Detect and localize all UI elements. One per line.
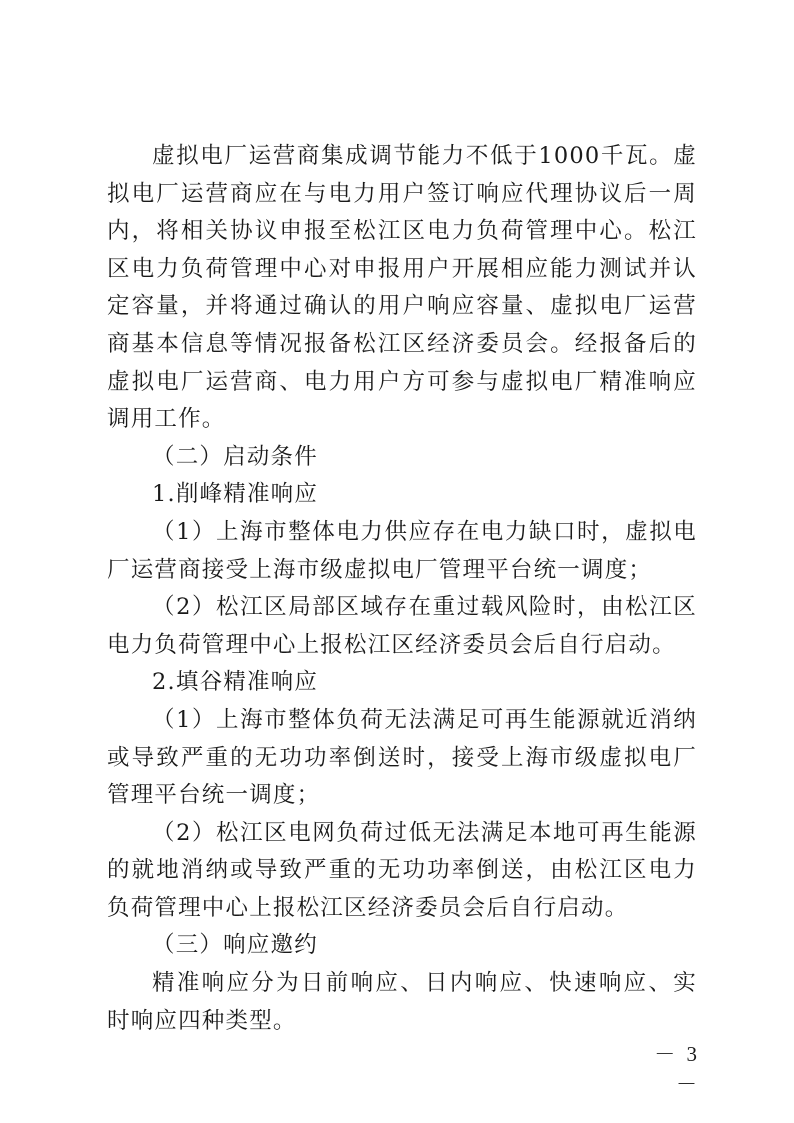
section-heading-response-invitation: （三）响应邀约	[152, 932, 318, 959]
paragraph-valley-filling-2: （2）松江区电网负荷过低无法满足本地可再生能源的就地消纳或导致严重的无功功率倒送，由松江区电力负荷管理中心上报松江区经济委员会后自行启动。	[107, 819, 697, 921]
paragraph-peak-shaving-2: （2）松江区局部区域存在重过载风险时，由松江区电力负荷管理中心上报松江区经济委员会后自行启动。	[107, 594, 697, 658]
subheading-valley-filling: 2.填谷精准响应	[152, 669, 319, 696]
paragraph-peak-shaving-1: （1）上海市整体电力供应存在电力缺口时，虚拟电厂运营商接受上海市级虚拟电厂管理平台统一调度；	[107, 518, 697, 583]
paragraph-vpp-requirements: 虚拟电厂运营商集成调节能力不低于1000千瓦。虚拟电厂运营商应在与电力用户签订响应代理协议后一周内，将相关协议申报至松江区电力负荷管理中心。松江区电力负荷管理中心对申报用户开展相应能力测试并认定容量，并将通过确认的用户响应容量、虚拟电厂运营商基本信息等情况报备松江区经济委员会。经报备后的虚拟电厂运营商、电力用户方可参与虚拟电厂精准响应调用工作。	[107, 143, 697, 433]
section-heading-startup-conditions: （二）启动条件	[152, 443, 318, 470]
page-number: － 3 －	[654, 1042, 700, 1096]
paragraph-response-types: 精准响应分为日前响应、日内响应、快速响应、实时响应四种类型。	[107, 970, 697, 1034]
subheading-peak-shaving: 1.削峰精准响应	[152, 481, 319, 508]
document-body	[107, 138, 697, 1040]
paragraph-valley-filling-1: （1）上海市整体负荷无法满足可再生能源就近消纳或导致严重的无功功率倒送时，接受上海市级虚拟电厂管理平台统一调度；	[107, 706, 697, 809]
